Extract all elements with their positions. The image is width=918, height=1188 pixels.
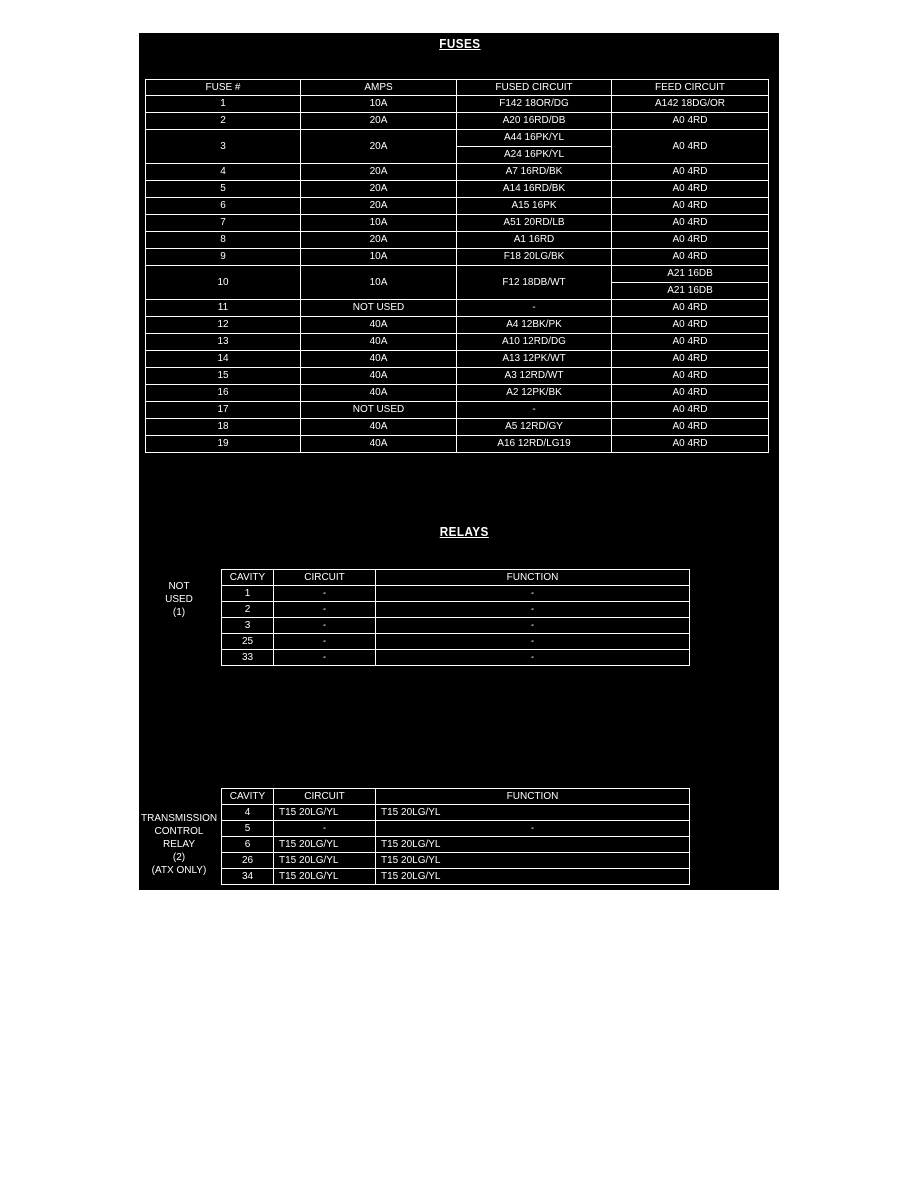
- relay-function: -: [376, 586, 690, 602]
- fuse-amps: 20A: [301, 164, 457, 181]
- fuse-amps: 40A: [301, 351, 457, 368]
- fuse-amps: 10A: [301, 215, 457, 232]
- feed-circuit-line: A21 16DB: [667, 285, 713, 296]
- transmission-label-line: (2): [172, 852, 186, 863]
- fuse-amps: 20A: [301, 232, 457, 249]
- relay-cavity: 6: [222, 837, 274, 853]
- feed-circuit: A0 4RD: [612, 402, 769, 419]
- fuse-row: [146, 249, 769, 266]
- fused-circuit: A1 16RD: [457, 232, 612, 249]
- fused-circuit: A51 20RD/LB: [457, 215, 612, 232]
- header-cavity: CAVITY: [222, 570, 274, 586]
- feed-circuit: A0 4RD: [612, 317, 769, 334]
- fused-circuit: A7 16RD/BK: [457, 164, 612, 181]
- relays-header-row: [222, 570, 690, 586]
- fuse-number: 5: [146, 181, 301, 198]
- fuse-number: 2: [146, 113, 301, 130]
- fuse-number: 11: [146, 300, 301, 317]
- relay-circuit: T15 20LG/YL: [274, 805, 376, 821]
- feed-circuit: A0 4RD: [612, 215, 769, 232]
- fuse-row: [146, 368, 769, 385]
- fused-circuit: F12 18DB/WT: [457, 266, 612, 300]
- fuse-row: [146, 334, 769, 351]
- relay-row: [222, 853, 690, 869]
- fuses-table: [145, 79, 769, 453]
- header-feed-circuit: FEED CIRCUIT: [612, 80, 769, 96]
- fuse-row: [146, 351, 769, 368]
- fuse-amps: 10A: [301, 96, 457, 113]
- relay-cavity: 34: [222, 869, 274, 885]
- fused-circuit: F18 20LG/BK: [457, 249, 612, 266]
- fuse-number: 19: [146, 436, 301, 453]
- feed-circuit: A0 4RD: [612, 334, 769, 351]
- header-circuit: CIRCUIT: [274, 789, 376, 805]
- feed-circuit: A0 4RD: [612, 232, 769, 249]
- fused-circuit: F142 18OR/DG: [457, 96, 612, 113]
- feed-circuit: A142 18DG/OR: [612, 96, 769, 113]
- relay-row: [222, 805, 690, 821]
- relay-circuit: -: [274, 634, 376, 650]
- not-used-label-line: USED: [165, 594, 193, 605]
- relay-function: -: [376, 618, 690, 634]
- fuse-amps: 10A: [301, 266, 457, 300]
- transmission-label-line: CONTROL: [154, 826, 204, 837]
- fuse-amps: 20A: [301, 181, 457, 198]
- fuse-row: [146, 130, 769, 164]
- relay-function: T15 20LG/YL: [376, 837, 690, 853]
- fuse-amps: 20A: [301, 130, 457, 164]
- fuse-amps: 40A: [301, 436, 457, 453]
- fuses-title: FUSES: [439, 36, 481, 51]
- fuse-number: 13: [146, 334, 301, 351]
- fuse-amps: NOT USED: [301, 402, 457, 419]
- relay-circuit: T15 20LG/YL: [274, 853, 376, 869]
- feed-circuit: A0 4RD: [612, 419, 769, 436]
- relay-row: [222, 602, 690, 618]
- fused-circuit: [457, 130, 612, 164]
- fuse-amps: 40A: [301, 419, 457, 436]
- feed-circuit: A0 4RD: [612, 385, 769, 402]
- feed-circuit: A0 4RD: [612, 130, 769, 164]
- transmission-label-line: (ATX ONLY): [151, 865, 207, 876]
- feed-circuit: [612, 266, 769, 300]
- fuse-relay-chart: [139, 33, 779, 890]
- fuse-row: [146, 113, 769, 130]
- relay-function: -: [376, 821, 690, 837]
- relay-circuit: -: [274, 586, 376, 602]
- fuse-amps: 20A: [301, 113, 457, 130]
- fuse-row: [146, 232, 769, 249]
- feed-circuit-line: A21 16DB: [612, 266, 768, 283]
- fused-circuit-line: A44 16PK/YL: [457, 130, 611, 147]
- relay-function: -: [376, 634, 690, 650]
- fuse-row: [146, 198, 769, 215]
- header-function: FUNCTION: [376, 789, 690, 805]
- feed-circuit: A0 4RD: [612, 368, 769, 385]
- not-used-label-line: NOT: [168, 581, 190, 592]
- relay-cavity: 25: [222, 634, 274, 650]
- feed-circuit: A0 4RD: [612, 300, 769, 317]
- fuses-header-row: [146, 80, 769, 96]
- fuse-amps: 40A: [301, 385, 457, 402]
- transmission-relay-label: [141, 812, 217, 877]
- relay-cavity: 3: [222, 618, 274, 634]
- header-function: FUNCTION: [376, 570, 690, 586]
- relay-function: T15 20LG/YL: [376, 869, 690, 885]
- fuse-amps: 10A: [301, 249, 457, 266]
- fused-circuit: -: [457, 402, 612, 419]
- feed-circuit: A0 4RD: [612, 181, 769, 198]
- transmission-label-line: TRANSMISSION: [141, 813, 218, 824]
- fuse-amps: 40A: [301, 334, 457, 351]
- relay-cavity: 1: [222, 586, 274, 602]
- header-circuit: CIRCUIT: [274, 570, 376, 586]
- fused-circuit: A2 12PK/BK: [457, 385, 612, 402]
- fuse-row: [146, 215, 769, 232]
- fuse-number: 6: [146, 198, 301, 215]
- relay-circuit: -: [274, 602, 376, 618]
- relays-title: RELAYS: [439, 524, 489, 539]
- feed-circuit: A0 4RD: [612, 113, 769, 130]
- fuse-number: 7: [146, 215, 301, 232]
- relay-cavity: 5: [222, 821, 274, 837]
- fuse-number: 8: [146, 232, 301, 249]
- relay-circuit: T15 20LG/YL: [274, 869, 376, 885]
- not-used-label-line: (1): [172, 607, 186, 618]
- fused-circuit: A16 12RD/LG19: [457, 436, 612, 453]
- relay-cavity: 33: [222, 650, 274, 666]
- fuse-row: [146, 96, 769, 113]
- fuse-number: 14: [146, 351, 301, 368]
- header-fused-circuit: FUSED CIRCUIT: [457, 80, 612, 96]
- not-used-relays-table: [221, 569, 690, 666]
- relay-function: T15 20LG/YL: [376, 805, 690, 821]
- header-amps: AMPS: [301, 80, 457, 96]
- relay-row: [222, 869, 690, 885]
- relay-cavity: 26: [222, 853, 274, 869]
- fuse-row: [146, 436, 769, 453]
- fuse-number: 1: [146, 96, 301, 113]
- fused-circuit: A14 16RD/BK: [457, 181, 612, 198]
- fuse-number: 4: [146, 164, 301, 181]
- fuse-amps: 40A: [301, 368, 457, 385]
- relay-row: [222, 837, 690, 853]
- relay-circuit: T15 20LG/YL: [274, 837, 376, 853]
- fused-circuit: A15 16PK: [457, 198, 612, 215]
- fused-circuit: A13 12PK/WT: [457, 351, 612, 368]
- fuse-row: [146, 317, 769, 334]
- relay-row: [222, 650, 690, 666]
- transmission-label-line: RELAY: [162, 839, 196, 850]
- relay-row: [222, 618, 690, 634]
- feed-circuit: A0 4RD: [612, 198, 769, 215]
- fuse-amps: NOT USED: [301, 300, 457, 317]
- fuse-row: [146, 181, 769, 198]
- relay-row: [222, 586, 690, 602]
- fuse-amps: 40A: [301, 317, 457, 334]
- fuse-row: [146, 266, 769, 300]
- feed-circuit: A0 4RD: [612, 164, 769, 181]
- fused-circuit: A20 16RD/DB: [457, 113, 612, 130]
- fuse-row: [146, 385, 769, 402]
- relays-header-row: [222, 789, 690, 805]
- relay-row: [222, 634, 690, 650]
- fuse-number: 10: [146, 266, 301, 300]
- transmission-relay-table: [221, 788, 690, 885]
- relay-circuit: -: [274, 650, 376, 666]
- fuse-number: 12: [146, 317, 301, 334]
- fuse-number: 18: [146, 419, 301, 436]
- fused-circuit-line: A24 16PK/YL: [503, 149, 565, 160]
- feed-circuit: A0 4RD: [612, 351, 769, 368]
- fused-circuit: A4 12BK/PK: [457, 317, 612, 334]
- not-used-label: [149, 580, 209, 619]
- relay-row: [222, 821, 690, 837]
- feed-circuit: A0 4RD: [612, 249, 769, 266]
- fuse-number: 9: [146, 249, 301, 266]
- relay-cavity: 4: [222, 805, 274, 821]
- fuse-row: [146, 402, 769, 419]
- fuse-row: [146, 300, 769, 317]
- relay-function: -: [376, 650, 690, 666]
- relay-cavity: 2: [222, 602, 274, 618]
- fused-circuit: A10 12RD/DG: [457, 334, 612, 351]
- feed-circuit: A0 4RD: [612, 436, 769, 453]
- fuse-number: 17: [146, 402, 301, 419]
- relay-function: T15 20LG/YL: [376, 853, 690, 869]
- fuse-row: [146, 164, 769, 181]
- fuse-amps: 20A: [301, 198, 457, 215]
- fused-circuit: A3 12RD/WT: [457, 368, 612, 385]
- header-fuse-number: FUSE #: [146, 80, 301, 96]
- relay-circuit: -: [274, 618, 376, 634]
- fused-circuit: A5 12RD/GY: [457, 419, 612, 436]
- header-cavity: CAVITY: [222, 789, 274, 805]
- relay-circuit: -: [274, 821, 376, 837]
- fuse-number: 16: [146, 385, 301, 402]
- fuse-number: 3: [146, 130, 301, 164]
- fuse-number: 15: [146, 368, 301, 385]
- fuse-row: [146, 419, 769, 436]
- fused-circuit: -: [457, 300, 612, 317]
- relay-function: -: [376, 602, 690, 618]
